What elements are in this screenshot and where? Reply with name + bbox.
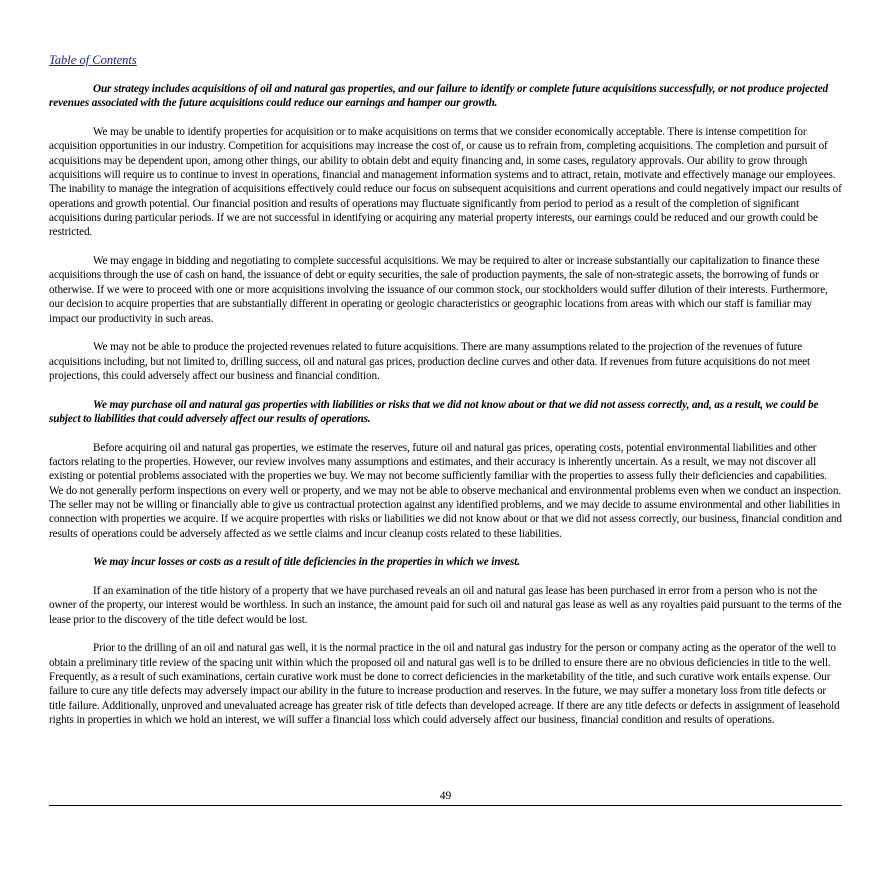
paragraph: Before acquiring oil and natural gas properties, we estimate the reserves, future oil and natural gas prices, operating costs, potential environmental liabilities and other factors relating to the properties. However, our review involves many assumptions and estimates, and their accuracy is inherently uncertain. As a result, we may not discover all existing or potential problems associated with the properties we buy. We may not become sufficiently familiar with the properties to assess fully their deficiencies and capabilities. We do not generally perform inspections on every well or property, and we may not be able to observe mechanical and environmental problems even when we conduct an inspection. The seller may not be willing or financially able to give us contractual protection against any identified problems, and we may decide to assume environmental and other liabilities in connection with properties we acquire. If we acquire properties with risks or liabilities we did not know about or that we did not assess correctly, our business, financial condition and results of operations could be adversely affected as we settle claims and incur cleanup costs related to these liabilities.: [49, 441, 842, 540]
section-heading-title-deficiencies: We may incur losses or costs as a result of title deficiencies in the properties in which we invest.: [93, 556, 520, 569]
section-heading-liabilities: We may purchase oil and natural gas properties with liabilities or risks that we did not know about or that we did not assess correctly, and, as a result, we could be subject to liabilities that could adversely affect our results of operations.: [49, 398, 819, 425]
paragraph: We may not be able to produce the projected revenues related to future acquisitions. There are many assumptions related to the projection of the revenues of future acquisitions including, but not limited to, drilling success, oil and natural gas prices, production decline curves and other data. If revenues from future acquisitions do not meet projections, this could adversely affect our business and financial condition.: [49, 341, 811, 382]
table-of-contents-link[interactable]: Table of Contents: [49, 53, 137, 67]
page-number: 49: [439, 790, 452, 802]
footer-divider: [49, 805, 842, 806]
paragraph: We may engage in bidding and negotiating to complete successful acquisitions. We may be required to alter or increase substantially our capitalization to finance these acquisitions through the use of cash on hand, the issuance of debt or equity securities, the sale of production payments, the sale of non-strategic assets, the borrowing of funds or otherwise. If we were to proceed with one or more acquisitions involving the issuance of our common stock, our stockholders would suffer dilution of their interests. Furthermore, our decision to acquire properties that are substantially different in operating or geologic characteristics or geographic locations from areas with which our staff is familiar may impact our productivity in such areas.: [49, 255, 828, 325]
paragraph: Prior to the drilling of an oil and natural gas well, it is the normal practice in the oil and natural gas industry for the person or company acting as the operator of the well to obtain a preliminary title review of the spacing unit within which the proposed oil and natural gas well is to be drilled to ensure there are no obvious deficiencies in title to the well. Frequently, as a result of such examinations, certain curative work must be done to correct deficiencies in the marketability of the title, and such curative work entails expense. Our failure to cure any title defects may adversely impact our ability in the future to increase production and reserves. In the future, we may suffer a monetary loss from title defects or title failure. Additionally, unproved and unevaluated acreage has greater risk of title defects than developed acreage. If there are any title defects or defects in assignment of leasehold rights in properties in which we hold an interest, we will suffer a financial loss which could adversely affect our business, financial condition and results of operations.: [49, 642, 840, 727]
paragraph: We may be unable to identify properties for acquisition or to make acquisitions on terms that we consider economically acceptable. There is intense competition for acquisition opportunities in our industry. Competition for acquisitions may increase the cost of, or cause us to refrain from, completing acquisitions. The completion and pursuit of acquisitions may be dependent upon, among other things, our ability to obtain debt and equity financing and, in some cases, regulatory approvals. Our ability to grow through acquisitions will require us to continue to invest in operations, financial and management information systems and to attract, retain, motivate and effectively manage our employees. The inability to manage the integration of acquisitions effectively could reduce our focus on subsequent acquisitions and current operations and could negatively impact our results of operations and growth potential. Our financial position and results of operations may fluctuate significantly from period to period as a result of the completion of significant acquisitions during particular periods. If we are not successful in identifying or acquiring any material property interests, our earnings could be reduced and our growth could be restricted.: [49, 126, 842, 239]
document-body: [49, 82, 842, 742]
section-heading-acquisitions: Our strategy includes acquisitions of oil and natural gas properties, and our failure to identify or complete future acquisitions successfully, or not produce projected revenues associated with the future acquisitions could reduce our earnings and hamper our growth.: [49, 83, 828, 110]
paragraph: If an examination of the title history of a property that we have purchased reveals an oil and natural gas lease has been purchased in error from a person who is not the owner of the property, our interest would be worthless. In such an instance, the amount paid for such oil and natural gas lease as well as any royalties paid pursuant to the terms of the lease prior to the discovery of the title defect would be lost.: [49, 585, 842, 626]
